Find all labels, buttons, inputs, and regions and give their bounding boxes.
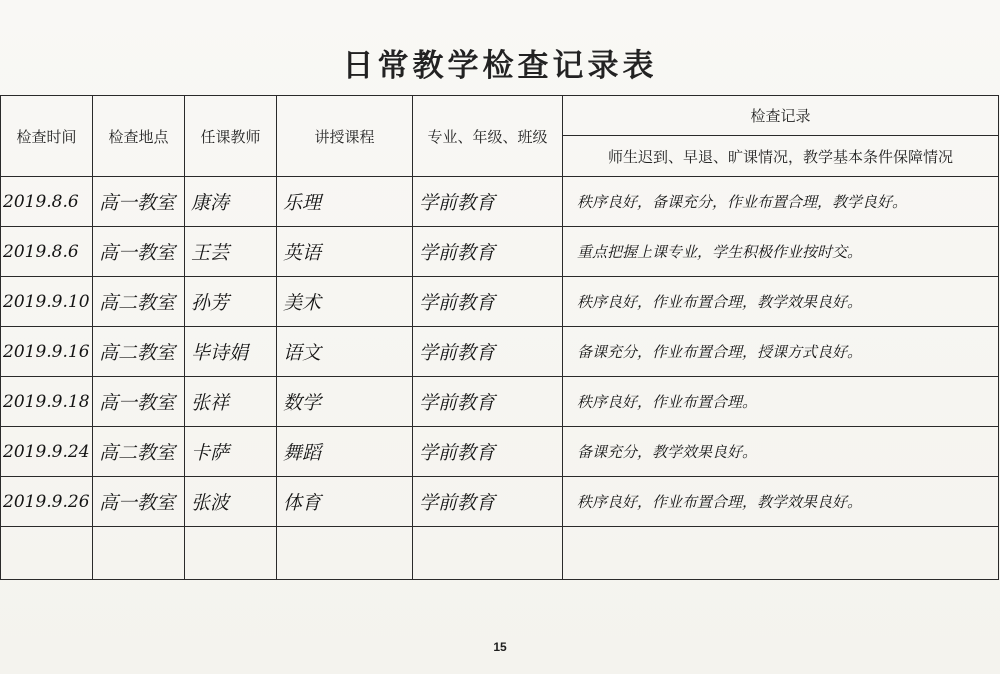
cell-place: 高二教室	[93, 277, 185, 327]
cell-class: 学前教育	[413, 477, 563, 527]
cell-class: 学前教育	[413, 377, 563, 427]
header-major-grade-class: 专业、年级、班级	[413, 96, 563, 177]
cell-date: 2019.9.24	[1, 427, 93, 477]
cell-date: 2019.8.6	[1, 227, 93, 277]
table-row	[1, 377, 999, 427]
cell-record: 重点把握上课专业，学生积极作业按时交。	[563, 227, 999, 277]
empty-cell	[413, 527, 563, 580]
cell-record: 秩序良好，作业布置合理，教学效果良好。	[563, 477, 999, 527]
header-course: 讲授课程	[277, 96, 413, 177]
cell-teacher: 王芸	[185, 227, 277, 277]
cell-date: 2019.9.18	[1, 377, 93, 427]
cell-course: 舞蹈	[277, 427, 413, 477]
inspection-record-table	[0, 95, 999, 580]
empty-cell	[185, 527, 277, 580]
empty-table-row	[1, 527, 999, 580]
cell-course: 美术	[277, 277, 413, 327]
cell-class: 学前教育	[413, 427, 563, 477]
cell-course: 体育	[277, 477, 413, 527]
table-row	[1, 227, 999, 277]
cell-course: 乐理	[277, 177, 413, 227]
empty-cell	[1, 527, 93, 580]
cell-date: 2019.9.10	[1, 277, 93, 327]
table-row	[1, 477, 999, 527]
header-inspection-record: 检查记录	[563, 96, 999, 136]
cell-date: 2019.9.26	[1, 477, 93, 527]
cell-teacher: 康涛	[185, 177, 277, 227]
table-row	[1, 277, 999, 327]
cell-date: 2019.9.16	[1, 327, 93, 377]
cell-place: 高二教室	[93, 427, 185, 477]
cell-teacher: 张波	[185, 477, 277, 527]
page-number: 15	[493, 640, 507, 654]
page-title: 日常教学检查记录表	[342, 48, 658, 84]
empty-cell	[563, 527, 999, 580]
cell-course: 英语	[277, 227, 413, 277]
cell-record: 秩序良好，备课充分，作业布置合理，教学良好。	[563, 177, 999, 227]
header-inspection-time: 检查时间	[1, 96, 93, 177]
empty-cell	[277, 527, 413, 580]
cell-place: 高一教室	[93, 227, 185, 277]
header-teacher: 任课教师	[185, 96, 277, 177]
cell-class: 学前教育	[413, 177, 563, 227]
cell-place: 高一教室	[93, 377, 185, 427]
header-inspection-place: 检查地点	[93, 96, 185, 177]
cell-course: 数学	[277, 377, 413, 427]
cell-class: 学前教育	[413, 327, 563, 377]
cell-teacher: 张祥	[185, 377, 277, 427]
table-row	[1, 177, 999, 227]
cell-record: 备课充分，教学效果良好。	[563, 427, 999, 477]
cell-course: 语文	[277, 327, 413, 377]
cell-date: 2019.8.6	[1, 177, 93, 227]
table-row	[1, 427, 999, 477]
cell-record: 秩序良好，作业布置合理，教学效果良好。	[563, 277, 999, 327]
table-row	[1, 327, 999, 377]
cell-place: 高一教室	[93, 477, 185, 527]
cell-place: 高一教室	[93, 177, 185, 227]
empty-cell	[93, 527, 185, 580]
cell-teacher: 孙芳	[185, 277, 277, 327]
cell-record: 秩序良好，作业布置合理。	[563, 377, 999, 427]
cell-class: 学前教育	[413, 227, 563, 277]
cell-teacher: 卡萨	[185, 427, 277, 477]
cell-class: 学前教育	[413, 277, 563, 327]
cell-teacher: 毕诗娟	[185, 327, 277, 377]
header-record-subtitle: 师生迟到、早退、旷课情况，教学基本条件保障情况	[563, 136, 999, 177]
cell-place: 高二教室	[93, 327, 185, 377]
cell-record: 备课充分，作业布置合理，授课方式良好。	[563, 327, 999, 377]
